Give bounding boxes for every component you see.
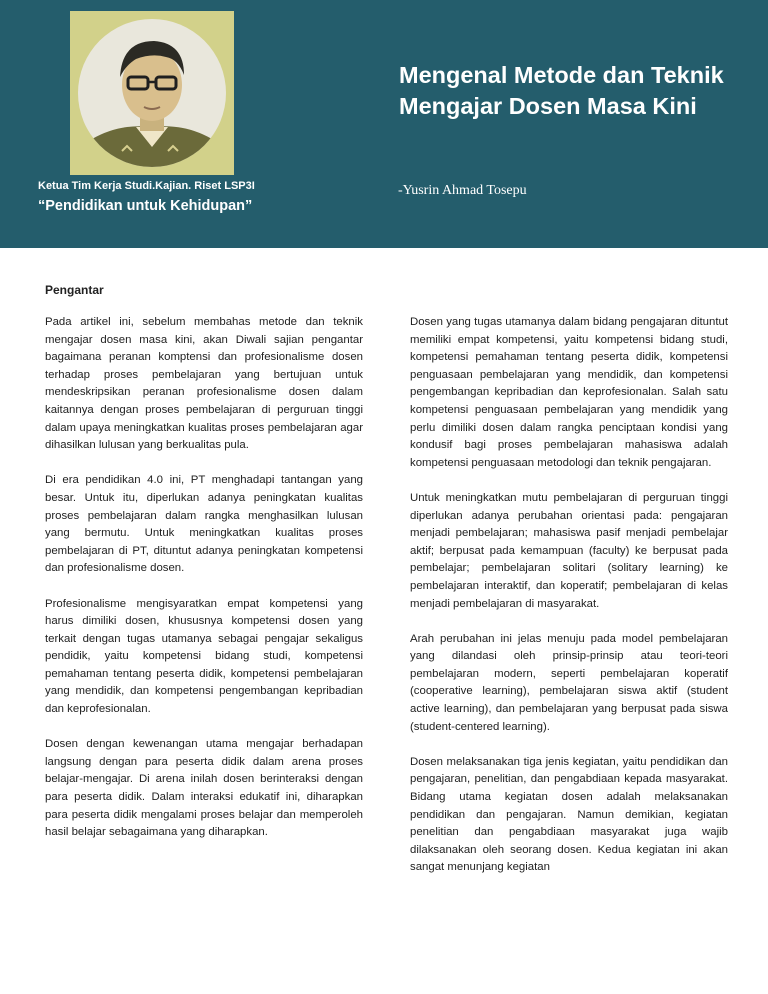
article-header bbox=[0, 0, 768, 248]
paragraph: Dosen yang tugas utamanya dalam bidang pengajaran dituntut memiliki empat kompetensi, yaitu kompetensi bidang studi, kompetensi pemahaman tentang peserta didik, kompetensi penguasaan pembelajaran yang mendidik, dan kompetensi pengembangan kepribadian dan keprofesionalan. Salah satu kompetensi penguasaan pembelajaran yang mendidik yang perlu dimiliki dosen dalam rangka penciptaan kondisi yang kondusif bagi proses pembelajaran mahasiswa adalah kompetensi penguasaan metodologi dan teknik pengajaran. bbox=[410, 316, 728, 469]
paragraph: Pada artikel ini, sebelum membahas metode dan teknik mengajar dosen masa kini, akan Diwali sajian pengantar bagaimana peranan komptensi dan profesionalisme dosen terhadap proses pembelajaran yang bertujuan untuk mendeskripsikan peranan profesionalisme dosen dalam kaitannya dengan proses pembelajaran di perguruan tinggi dalam upaya meningkatkan kualitas proses pembelajaran agar dihasilkan lulusan yang berkualitas pula. bbox=[45, 316, 363, 452]
author-byline: -Yusrin Ahmad Tosepu bbox=[398, 183, 527, 198]
paragraph: Untuk meningkatkan mutu pembelajaran di perguruan tinggi diperlukan adanya perubahan orientasi pada: pengajaran menjadi pembelajaran; mahasiswa pasif menjadi pembelajar aktif; berpusat pada kemampuan (faculty) ke berpusat pada pembelajar; pembelajaran solitari (solitary learning) ke pembelajaran interaktif, dan koperatif; pembelajaran di kelas menjadi pembelajaran di masyarakat. bbox=[410, 491, 728, 610]
paragraph: Arah perubahan ini jelas menuju pada model pembelajaran yang dilandasi oleh prinsip-prinsip atau teori-teori pembelajaran modern, seperti pembelajaran koperatif (cooperative learning), pembelajaran siswa aktif (student active learning), dan pembelajaran yang berpusat pada siswa (student-centered learning). bbox=[410, 632, 728, 733]
paragraph: Di era pendidikan 4.0 ini, PT menghadapi tantangan yang besar. Untuk itu, diperlukan adanya peningkatan kualitas proses pembelajaran dalam rangka menghasilkan lulusan yang bermutu. Untuk meningkatkan kualitas proses pembelajaran di PT, dituntut adanya peningkatan kompetensi dan profesionalisme dosen. bbox=[45, 474, 363, 575]
article-title: Mengenal Metode dan Teknik Mengajar Dosen Masa Kini bbox=[399, 62, 724, 119]
author-portrait-image bbox=[70, 11, 234, 175]
author-role-caption: Ketua Tim Kerja Studi.Kajian. Riset LSP3I bbox=[38, 180, 255, 192]
section-heading: Pengantar bbox=[45, 283, 104, 297]
motto-caption: “Pendidikan untuk Kehidupan” bbox=[38, 198, 253, 214]
paragraph: Profesionalisme mengisyaratkan empat kompetensi yang harus dimiliki dosen, khususnya kompetensi dosen yang terkait dengan tugas utamanya sebagai pengajar sekaligus pendidik, yaitu kompetensi bidang studi, kompetensi pemahaman tentang peserta didik, kompetensi pembelajaran yang mendidik, dan kompetensi pengembangan kepribadian dan keprofesionalan. bbox=[45, 597, 363, 716]
paragraph: Dosen melaksanakan tiga jenis kegiatan, yaitu pendidikan dan pengajaran, penelitian, dan pengabdiaan kepada masyarakat. Bidang utama kegiatan dosen adalah melaksanakan pendidikan dan pengajaran. Namun demikian, kegiatan penelitian dan pengabdiaan masyarakat juga wajib dilaksanakan oleh seorang dosen. Kedua kegiatan ini akan sangat menunjang kegiatan bbox=[410, 755, 728, 874]
author-photo bbox=[70, 11, 234, 175]
right-column bbox=[410, 314, 728, 918]
paragraph: Dosen dengan kewenangan utama mengajar berhadapan langsung dengan para peserta didik dalam arena proses belajar-mengajar. Di arena inilah dosen berinteraksi dengan para peserta didik. Dalam interaksi edukatif ini, diharapkan para peserta didik mengalami proses belajar dan memperoleh hasil belajar sebagaimana yang diharapkan. bbox=[45, 738, 363, 839]
left-column bbox=[45, 314, 363, 859]
